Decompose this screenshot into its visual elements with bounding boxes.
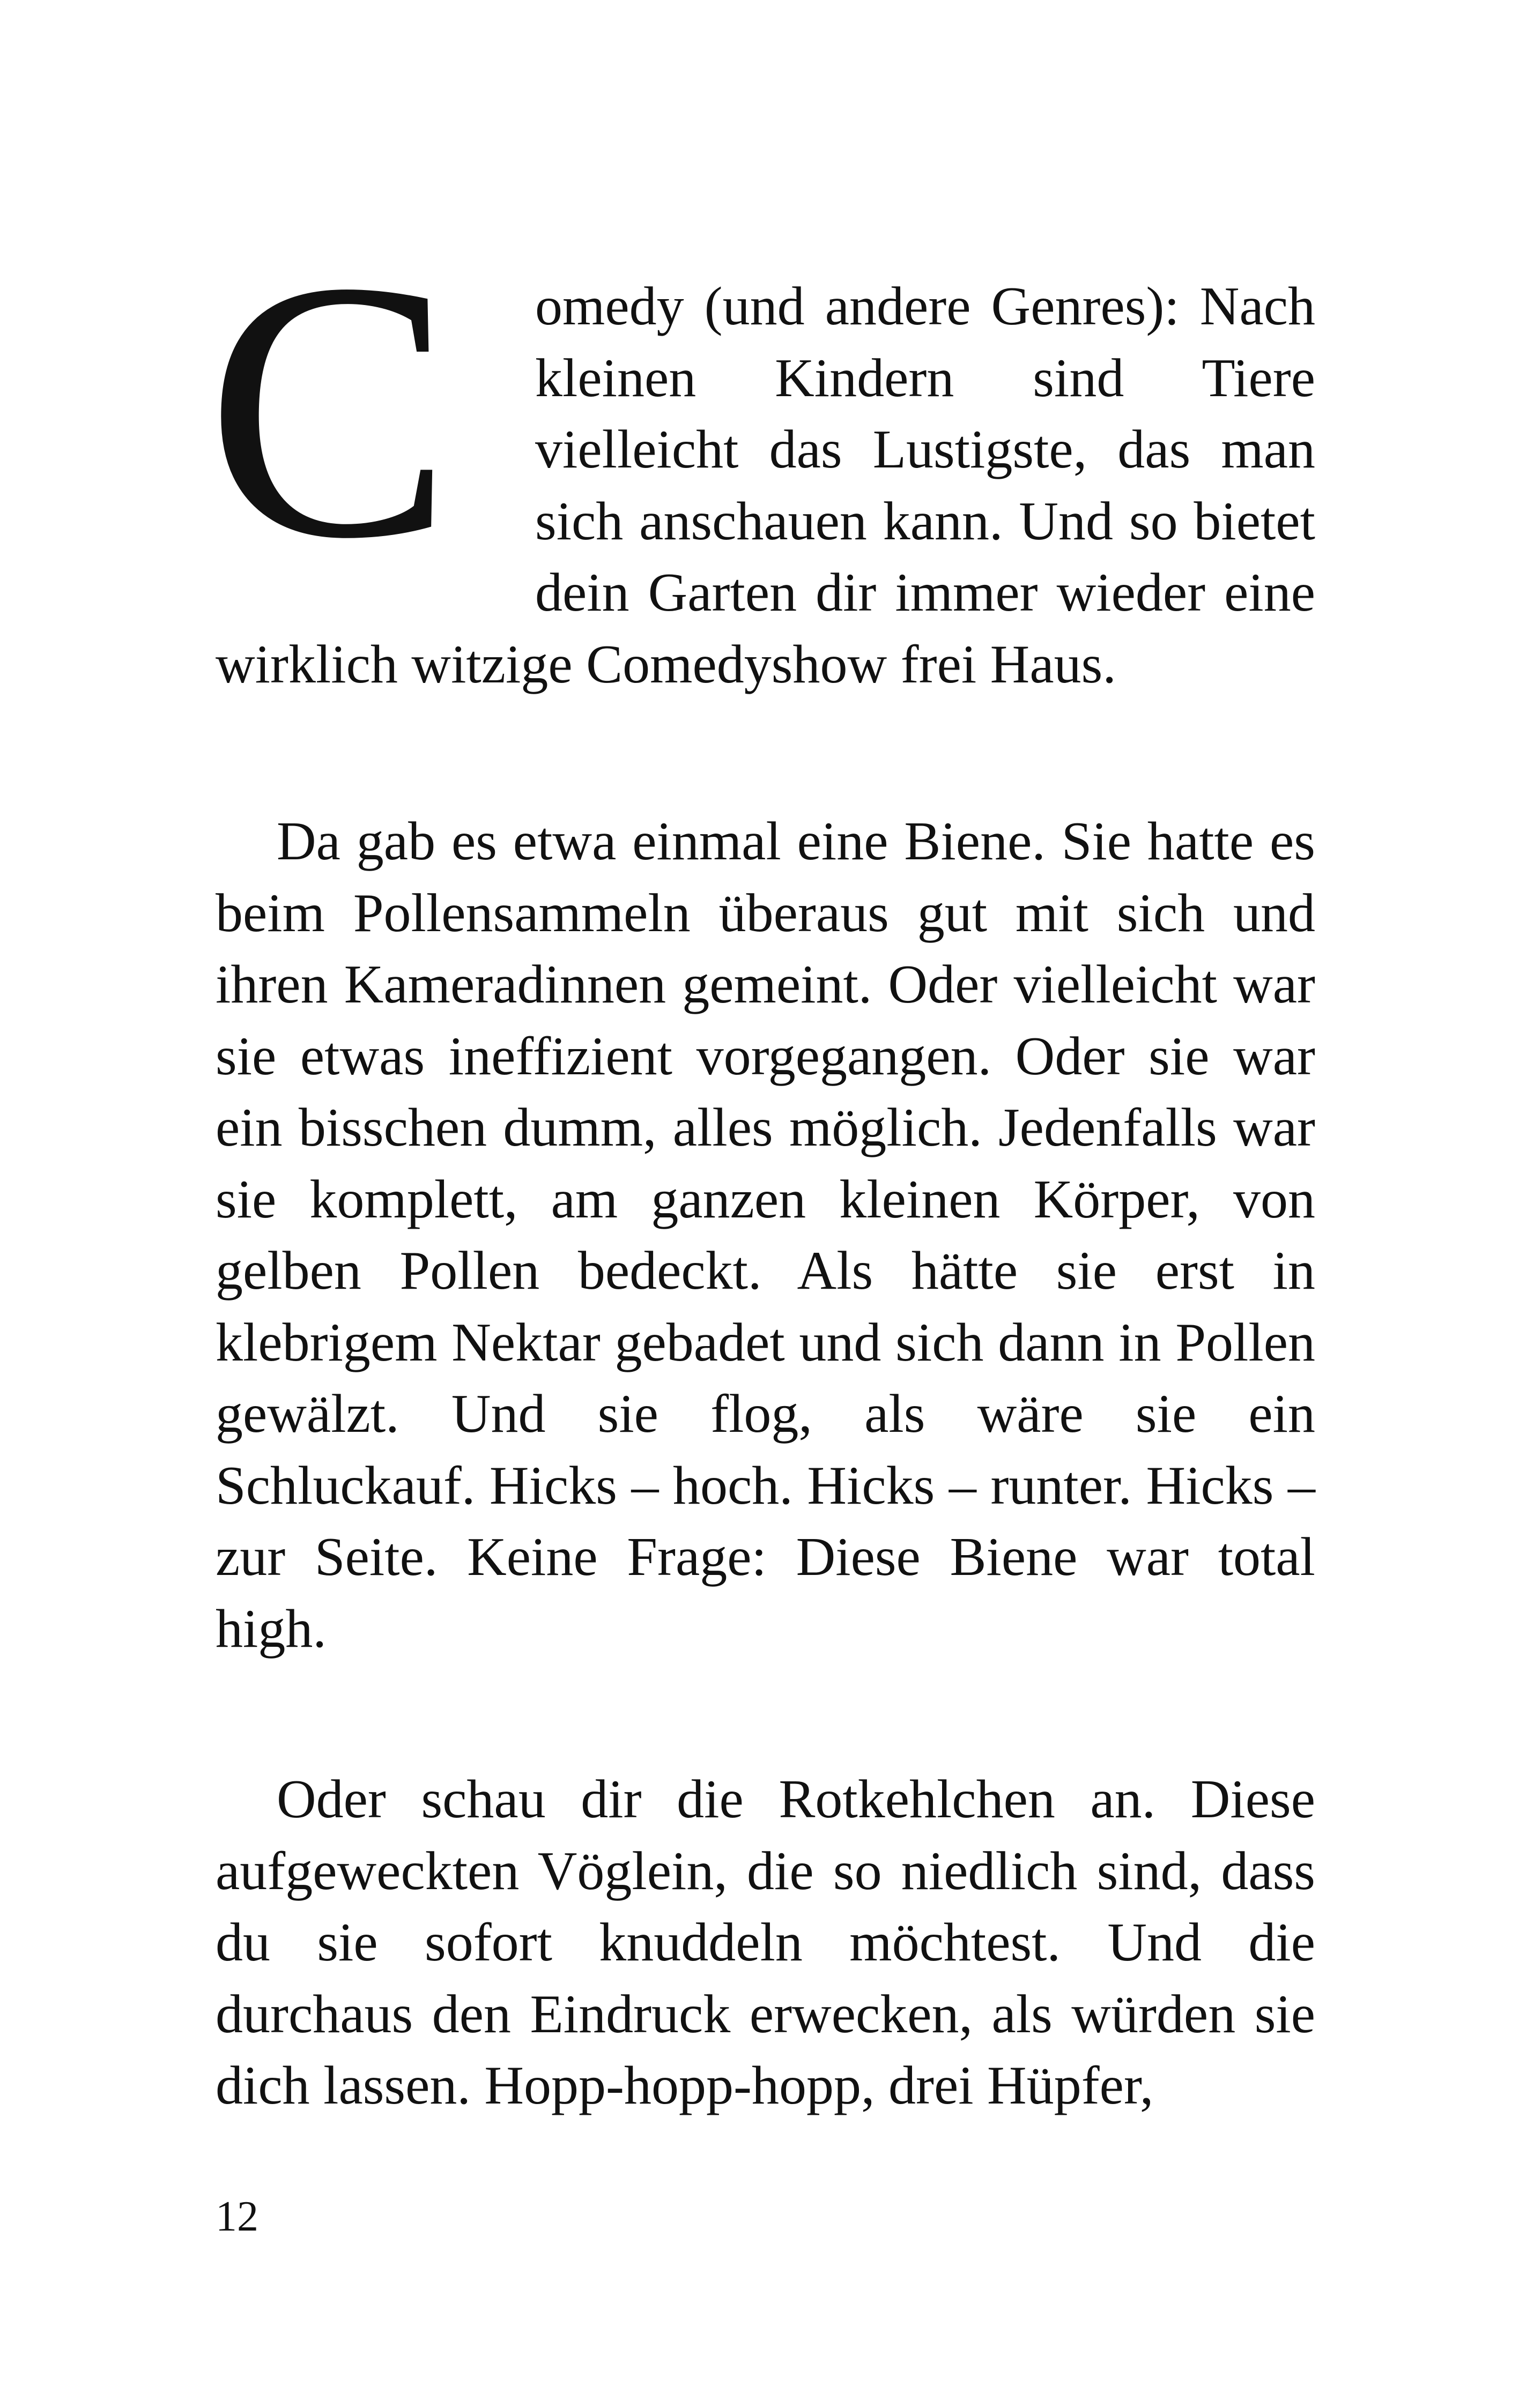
paragraph-2 xyxy=(216,806,1315,1664)
paragraph-3 xyxy=(216,1764,1315,2122)
paragraph-1-text: omedy (und andere Genres): Nach kleinen Kindern sind Tiere vielleicht das Lustigste, das man sich anschauen kann. Und so bietet dein Garten dir immer wieder eine wirklich witzige Comedyshow frei Haus. xyxy=(216,276,1315,695)
paragraph-1 xyxy=(206,205,1315,700)
drop-cap: C xyxy=(206,205,453,615)
page-number: 12 xyxy=(216,2193,258,2240)
paragraph-2-text: Da gab es etwa einmal eine Biene. Sie hatte es beim Pollensammeln überaus gut mit sich und ihren Kameradinnen gemeint. Oder vielleicht war sie etwas ineffizient vorgegangen. Oder sie war ein bisschen dumm, alles möglich. Jedenfalls war sie komplett, am ganzen kleinen Körper, von gelben Pollen bedeckt. Als hätte sie erst in klebrigem Nektar gebadet und sich dann in Pollen gewälzt. Und sie flog, als wäre sie ein Schluckauf. Hicks – hoch. Hicks – runter. Hicks – zur Seite. Keine Frage: Diese Biene war total high. xyxy=(216,811,1315,1659)
paragraph-3-text: Oder schau dir die Rotkehlchen an. Diese aufgeweckten Vöglein, die so niedlich sind, dass du sie sofort knuddeln möchtest. Und die durchaus den Eindruck erwecken, als würden sie dich lassen. Hopp-hopp-hopp, drei Hüpfer, xyxy=(216,1769,1315,2116)
